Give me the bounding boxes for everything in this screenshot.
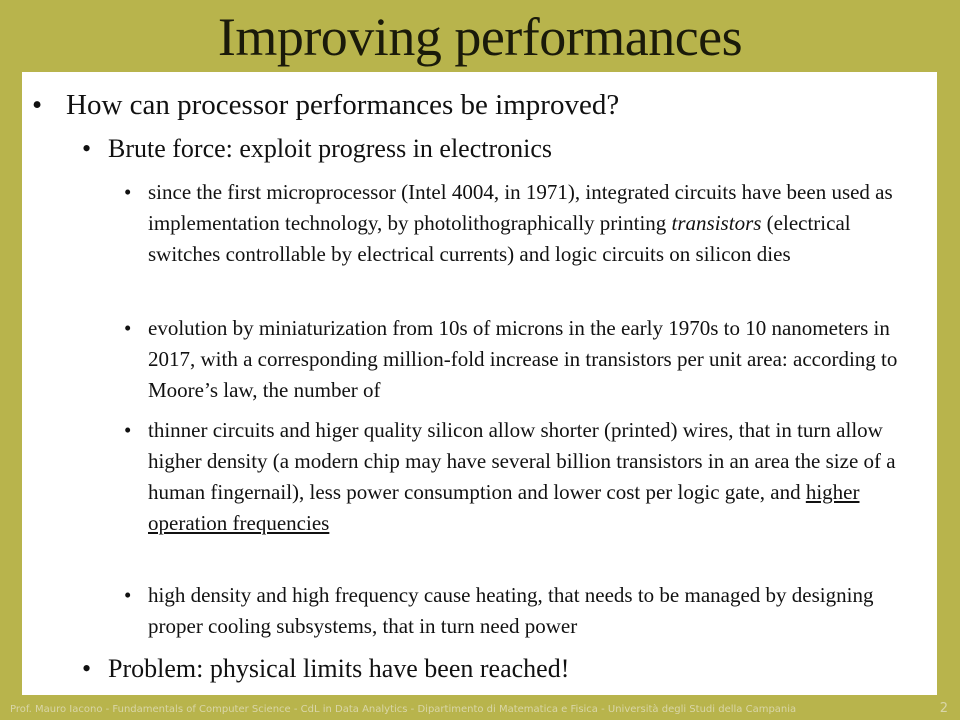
bullet-icon: • bbox=[124, 583, 132, 607]
slide-footer: Prof. Mauro Iacono - Fundamentals of Computer Science - CdL in Data Analytics - Dipartimento di Matematica e Fisica - Università degli Studi della Campania bbox=[10, 704, 797, 715]
bullet-item-level3 bbox=[126, 177, 921, 270]
bullet-item-level3 bbox=[126, 313, 921, 406]
bullet-icon: • bbox=[82, 134, 92, 163]
bullet-text: thinner circuits and higer quality silicon allow shorter (printed) wires, that in turn allow higher density (a modern chip may have several billion transistors in an area the size of a human fingernail), less power consumption and lower cost per logic gate, and higher operation frequencies bbox=[148, 418, 896, 535]
bullet-item-level1 bbox=[34, 88, 924, 122]
bullet-icon: • bbox=[124, 316, 132, 340]
bullet-icon: • bbox=[82, 654, 92, 683]
bullet-text: Brute force: exploit progress in electronics bbox=[108, 134, 553, 163]
bullet-item-level3 bbox=[126, 415, 921, 539]
underlined-text: higher operation frequencies bbox=[148, 480, 860, 535]
bullet-text: How can processor performances be improved? bbox=[66, 89, 620, 121]
bullet-item-level2 bbox=[84, 134, 924, 164]
bullet-icon: • bbox=[124, 418, 132, 442]
bullet-icon: • bbox=[32, 89, 43, 121]
emphasis-transistors: transistors bbox=[671, 211, 762, 235]
slide-title: Improving performances bbox=[217, 7, 743, 67]
bullet-icon: • bbox=[124, 180, 132, 204]
bullet-item-level3 bbox=[126, 580, 921, 642]
slide-content bbox=[22, 72, 937, 695]
bullet-text: high density and high frequency cause heating, that needs to be managed by designing proper cooling subsystems, that in turn need power bbox=[148, 583, 874, 638]
bullet-text: since the first microprocessor (Intel 4004, in 1971), integrated circuits have been used as implementation technology, by photolithographically printing transistors (electrical switches controllable by electrical currents) and logic circuits on silicon dies bbox=[148, 180, 893, 266]
bullet-item-level2 bbox=[84, 654, 924, 684]
bullet-text: Problem: physical limits have been reached! bbox=[108, 654, 570, 683]
bullet-text: evolution by miniaturization from 10s of microns in the early 1970s to 10 nanometers in 2017, with a corresponding million-fold increase in transistors per unit area: according to Moore’s law, the number of bbox=[148, 316, 898, 402]
page-number: 2 bbox=[939, 701, 948, 716]
